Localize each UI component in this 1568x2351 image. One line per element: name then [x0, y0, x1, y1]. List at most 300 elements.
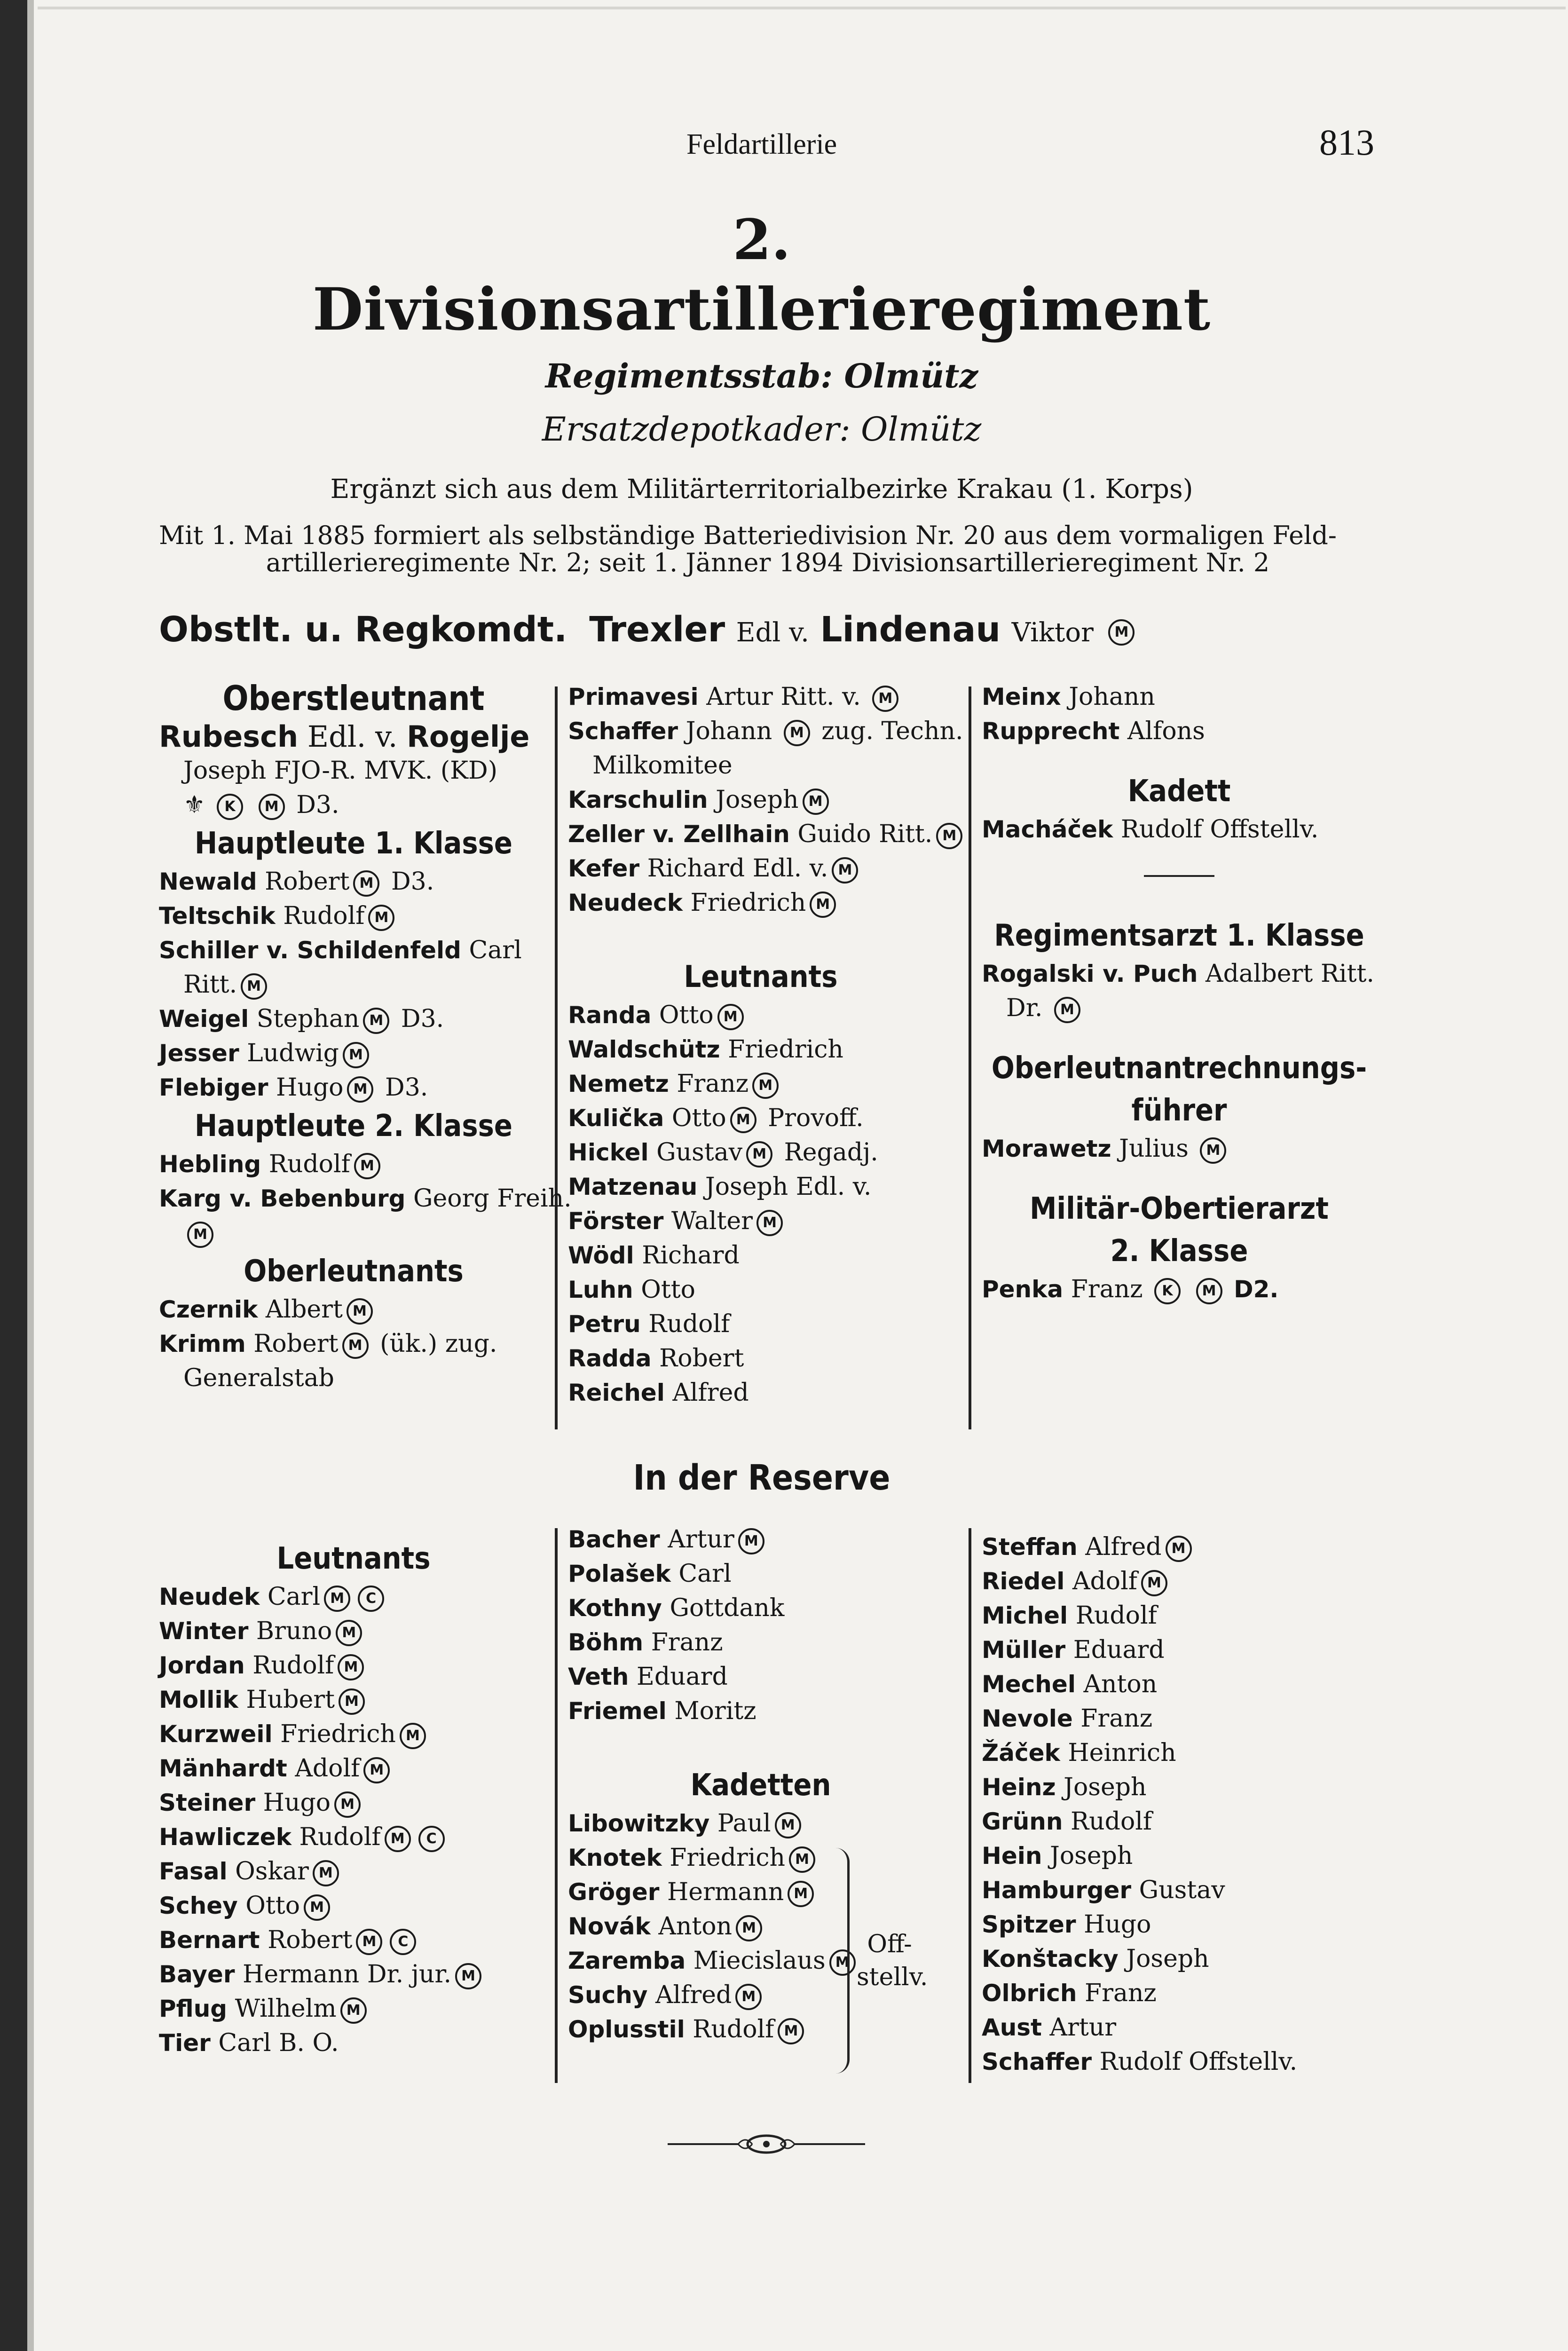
circle-letter-icon: M [334, 1791, 361, 1818]
entry-given-name: Guido Ritt. [797, 820, 933, 848]
circle-letter-icon: M [1108, 619, 1135, 646]
entry-given-name: Otto [671, 1104, 726, 1132]
list-item [568, 783, 953, 817]
entry-surname: Zeller v. Zellhain [568, 820, 790, 848]
list-item [982, 1976, 1377, 2011]
circle-letter-icon: M [1166, 1536, 1192, 1562]
section-heading: Oberstleutnant [222, 678, 485, 718]
circle-letter-icon: M [363, 1757, 390, 1783]
section-heading: Leutnants [276, 1541, 431, 1576]
list-item-cont: ⚜ K M D3. [183, 791, 339, 819]
circle-letter-icon: M [385, 1826, 411, 1852]
entry-given-name: Otto [245, 1892, 300, 1920]
list-item [982, 1736, 1377, 1770]
list-item [568, 1557, 953, 1591]
column-divider [555, 1528, 558, 2083]
entry-surname: Newald [159, 868, 257, 895]
list-item [159, 1786, 548, 1820]
commander-pre: Edl v. [736, 617, 809, 648]
commander-given: Viktor [1011, 617, 1094, 648]
column-3 [982, 680, 1377, 1307]
circle-letter-icon: M [746, 1141, 772, 1168]
circle-letter-icon: M [400, 1723, 426, 1749]
circle-letter-icon: M [717, 1004, 744, 1030]
entry-surname: Winter [159, 1617, 249, 1645]
entry-given-name: Walter [671, 1207, 753, 1235]
entry-surname: Aust [982, 2014, 1042, 2041]
column-2 [568, 680, 963, 1410]
entry-surname: Radda [568, 1345, 652, 1372]
top-edge [38, 7, 1566, 9]
section-heading: Militär-Obertierarzt [1030, 1191, 1329, 1226]
entry-given-name: Robert [268, 1926, 353, 1954]
entry-surname: Müller [982, 1636, 1066, 1664]
entry-continuation: Generalstab [183, 1364, 334, 1392]
entry-given-name: Joseph [1064, 1773, 1147, 1801]
list-item [568, 1170, 953, 1204]
entry-surname: Nevole [982, 1705, 1073, 1732]
list-item-cont: Dr. M [982, 991, 1377, 1026]
entry-given-name: Alfred [655, 1981, 732, 2009]
history-paragraph [159, 522, 1377, 576]
separator-rule [1144, 875, 1214, 877]
circle-letter-icon: M [810, 891, 836, 918]
list-item [159, 1992, 548, 2026]
list-item [568, 1033, 953, 1067]
circle-letter-icon: C [390, 1929, 416, 1955]
circle-letter-icon: M [347, 1076, 373, 1103]
entry-given-name: Artur [1049, 2013, 1117, 2042]
list-item [159, 1683, 548, 1717]
entry-surname: Bayer [159, 1961, 235, 1988]
list-item [159, 1889, 548, 1923]
circle-letter-icon: M [736, 1915, 762, 1941]
list-item [568, 1341, 953, 1376]
entry-given-name: Carl [678, 1560, 732, 1588]
entry-surname: Meinx [982, 683, 1061, 710]
entry-given-name: Gustav [656, 1138, 743, 1167]
entry-given-name: Rudolf [1071, 1807, 1152, 1836]
list-item [159, 1923, 548, 1957]
entry-surname: Kulička [568, 1104, 664, 1132]
circle-letter-icon: C [418, 1826, 445, 1852]
ersatzdepot-line: Ersatzdepotkader: Olmütz [542, 410, 982, 449]
entry-given-name: Hugo [1084, 1910, 1151, 1939]
history-line-1: Mit 1. Mai 1885 formiert als selbständige Batteriedivision Nr. 20 aus dem vormaligen Feld- [159, 521, 1337, 550]
circle-letter-icon: M [1200, 1137, 1226, 1164]
list-item: Macháček Rudolf Offstellv. [982, 815, 1319, 844]
entry-given-name: Carl B. O. [218, 2029, 339, 2057]
list-item [982, 1564, 1377, 1599]
entry-given-name: Friedrich [728, 1035, 843, 1064]
entry-surname: Randa [568, 1002, 652, 1029]
entry-surname: Schiller v. Schildenfeld [159, 937, 461, 964]
entry-surname: Hamburger [982, 1877, 1132, 1904]
list-item [982, 1530, 1377, 1564]
list-item [159, 1649, 548, 1683]
entry-surname: Friemel [568, 1697, 667, 1725]
reserve-leutnants-cont-list [568, 1523, 953, 1728]
list-item [159, 1751, 548, 1786]
list-item [568, 998, 953, 1033]
circle-letter-icon: M [339, 1688, 365, 1715]
entry-given-name: Rudolf Offstellv. [1099, 2048, 1298, 2076]
hauptleute-1-list [159, 865, 548, 1105]
entry-given-name: Franz [1085, 1979, 1157, 2007]
circle-letter-icon: M [353, 870, 379, 897]
entry-surname: Hebling [159, 1151, 261, 1178]
entry-surname: Petru [568, 1310, 641, 1338]
entry-given-name: Otto [641, 1276, 695, 1304]
entry-surname: Jordan [159, 1652, 245, 1679]
entry-suffix: Provoff. [768, 1104, 864, 1132]
entry-surname: Karschulin [568, 786, 708, 813]
entry-surname: Czernik [159, 1296, 258, 1323]
entry-surname: Konštacky [982, 1945, 1119, 1972]
list-item [568, 1376, 953, 1410]
circle-letter-icon: M [1141, 1570, 1167, 1596]
list-item [159, 1820, 548, 1854]
circle-letter-icon: K [217, 794, 243, 820]
section-heading: Hauptleute 2. Klasse [195, 1109, 512, 1144]
entry-continuation: Ritt. [183, 970, 237, 999]
list-item [568, 1807, 953, 1841]
entry-given-name: Paul [717, 1809, 771, 1838]
entry-surname: Polašek [568, 1560, 671, 1587]
list-item [982, 2045, 1377, 2079]
reserve-leutnants-list [159, 1580, 548, 2060]
list-item [568, 817, 957, 852]
circle-letter-icon: M [803, 789, 829, 815]
list-item [568, 1591, 953, 1625]
list-item [568, 1694, 953, 1728]
entry-surname: Riedel [982, 1568, 1065, 1595]
list-item [568, 1660, 953, 1694]
entry-given-name: Franz [651, 1628, 723, 1657]
entry-surname: Jesser [159, 1040, 239, 1067]
circle-letter-icon: M [354, 1153, 380, 1179]
entry-surname: Hickel [568, 1139, 649, 1166]
entry-surname: Luhn [568, 1276, 633, 1303]
circle-letter-icon: M [340, 1997, 367, 2024]
entry-suffix: D3. [391, 868, 434, 896]
list-item [568, 1204, 953, 1239]
brace [833, 1848, 850, 2074]
entry-surname: Heinz [982, 1774, 1056, 1801]
circle-letter-icon: M [187, 1222, 213, 1248]
column-1 [159, 677, 572, 1396]
list-item [982, 1667, 1377, 1702]
list-item: Rubesch Edl. v. Rogelje [159, 719, 530, 754]
entry-surname: Steiner [159, 1789, 256, 1816]
list-item [568, 1625, 953, 1660]
entry-surname: Zaremba [568, 1947, 686, 1974]
entry-given-name: Oskar [235, 1857, 309, 1886]
list-item [982, 1908, 1377, 1942]
list-item-cont [159, 1361, 548, 1396]
oberleutnants-list [159, 1293, 548, 1396]
regiment-number: 2. [733, 207, 791, 272]
entry-surname: Suchy [568, 1981, 648, 2009]
entry-given-name: Hugo [263, 1789, 331, 1817]
entry-surname: Pflug [159, 1995, 228, 2022]
list-item [568, 1875, 953, 1909]
entry-surname: Karg v. Bebenburg [159, 1185, 406, 1212]
entry-surname: Schey [159, 1892, 238, 1919]
entry-surname: Teltschik [159, 902, 276, 930]
entry-surname: Veth [568, 1663, 629, 1690]
circle-letter-icon: M [356, 1929, 382, 1955]
entry-surname: Wödl [568, 1242, 634, 1269]
list-item [982, 1805, 1377, 1839]
list-item: Penka Franz K M D2. [982, 1275, 1279, 1303]
circle-letter-icon: M [1196, 1278, 1222, 1304]
list-item [159, 1580, 548, 1614]
entry-given-name: Friedrich [280, 1720, 396, 1748]
entry-given-name: Otto [659, 1001, 714, 1029]
entry-given-name: Rudolf [252, 1651, 334, 1680]
entry-surname: Grünn [982, 1808, 1063, 1835]
entry-surname: Tier [159, 2029, 211, 2057]
entry-surname: Neudeck [568, 889, 683, 916]
entry-suffix: Regadj. [784, 1138, 878, 1167]
entry-given-name: Johann [1069, 683, 1155, 711]
circle-letter-icon: M [455, 1963, 481, 1989]
entry-given-name: Gottdank [670, 1594, 785, 1622]
list-item [568, 1067, 953, 1101]
list-item [982, 1633, 1377, 1667]
entry-given-name: Heinrich [1068, 1739, 1176, 1767]
circle-letter-icon: M [336, 1620, 362, 1646]
list-item [159, 1717, 548, 1751]
entry-given-name: Eduard [636, 1663, 728, 1691]
entry-surname: Knotek [568, 1844, 662, 1871]
entry-given-name: Adolf [1072, 1567, 1137, 1595]
entry-given-name: Franz [677, 1070, 749, 1098]
circle-letter-icon: M [752, 1073, 779, 1099]
entry-given-name: Franz [1080, 1704, 1153, 1733]
leutnants-list [568, 998, 953, 1410]
circle-letter-icon: M [735, 1984, 762, 2010]
list-item [982, 2011, 1377, 2045]
section-heading: Oberleutnants [244, 1254, 464, 1289]
list-item [568, 2012, 953, 2047]
circle-letter-icon: M [730, 1107, 756, 1133]
circle-letter-icon: M [259, 794, 285, 820]
offstellv-note: Off- stellv. [857, 1930, 928, 1991]
column-divider [555, 686, 558, 1429]
list-item [568, 1273, 953, 1307]
section-heading: Regimentsarzt 1. Klasse [994, 918, 1364, 953]
entry-given-name: Hubert [246, 1686, 335, 1714]
ornament-icon [668, 2130, 865, 2158]
circle-letter-icon: C [358, 1586, 384, 1612]
circle-letter-icon: M [778, 2018, 804, 2044]
entry-given-name: Alfred [1085, 1533, 1162, 1561]
list-item [159, 1147, 548, 1182]
entry-given-name: Joseph Edl. v. [705, 1173, 872, 1201]
entry-surname: Novák [568, 1913, 651, 1940]
entry-surname: Kurzweil [159, 1720, 273, 1748]
entry-surname: Hein [982, 1842, 1042, 1870]
column-divider [969, 686, 971, 1429]
reserve-heading: In der Reserve [633, 1458, 890, 1498]
entry-suffix: D3. [385, 1073, 428, 1102]
entry-given-name: Rudolf [299, 1823, 381, 1851]
reserve-column-1 [159, 1538, 548, 2060]
circle-letter-icon: M [789, 1846, 815, 1873]
entry-surname: Bacher [568, 1526, 660, 1553]
entry-given-name: Stephan [256, 1005, 360, 1033]
section-heading: 2. Klasse [1110, 1234, 1248, 1269]
entry-surname: Nemetz [568, 1070, 669, 1097]
commander-name2: Lindenau [820, 609, 1001, 650]
entry-given-name: Georg Freih. [413, 1184, 572, 1213]
reserve-kadetten-list [568, 1807, 953, 2047]
section-heading: Hauptleute 1. Klasse [195, 826, 512, 861]
circle-letter-icon: M [338, 1654, 364, 1680]
list-item [159, 1293, 548, 1327]
entry-given-name: Rudolf [1075, 1602, 1157, 1630]
running-head: Feldartillerie [686, 128, 837, 160]
entry-given-name: Artur [668, 1525, 734, 1554]
entry-given-name: Rudolf [648, 1310, 730, 1338]
entry-surname: Kothny [568, 1594, 662, 1622]
entry-surname: Reichel [568, 1379, 665, 1406]
circle-letter-icon: M [313, 1860, 339, 1886]
list-item [159, 933, 548, 968]
entry-given-name: Alfons [1127, 717, 1205, 745]
circle-letter-icon: M [756, 1210, 783, 1236]
list-item-cont: Milkomitee [592, 751, 733, 780]
list-item: Primavesi Artur Ritt. v. M [568, 680, 953, 714]
list-item [982, 1839, 1377, 1873]
list-item [568, 1841, 953, 1875]
section-heading: Kadetten [690, 1768, 831, 1803]
circle-letter-icon: M [872, 686, 898, 712]
entry-surname: Waldschütz [568, 1036, 720, 1063]
list-item [159, 1854, 548, 1889]
entry-given-name: Hermann [667, 1878, 784, 1906]
entry-given-name: Friedrich [670, 1844, 786, 1872]
entry-given-name: Anton [1083, 1670, 1158, 1698]
circle-letter-icon: M [304, 1894, 330, 1921]
list-item [159, 1002, 548, 1036]
entry-given-name: Rudolf [693, 2015, 774, 2043]
entry-surname: Spitzer [982, 1911, 1076, 1938]
list-item: Morawetz Julius M [982, 1132, 1377, 1166]
circle-letter-icon: M [775, 1812, 801, 1838]
list-item [159, 1957, 548, 1992]
entry-surname: Michel [982, 1602, 1068, 1629]
entry-given-name: Rudolf [283, 902, 365, 930]
entry-given-name: Joseph [716, 786, 799, 814]
order-icon: ⚜ [183, 791, 205, 819]
entry-given-name: Carl [267, 1583, 321, 1611]
list-item [159, 1182, 572, 1216]
page-edge-shadow [0, 0, 27, 2351]
list-item [982, 1702, 1377, 1736]
entry-surname: Steffan [982, 1533, 1078, 1561]
page-edge-highlight [27, 0, 34, 2351]
section-heading: Kadett [1127, 774, 1231, 809]
circle-letter-icon: M [363, 1008, 389, 1034]
entry-surname: Oplusstil [568, 2016, 685, 2043]
oberleutnants-cont-list [568, 783, 957, 920]
section-heading: Leutnants [684, 960, 838, 994]
entry-suffix: (ük.) zug. [380, 1330, 497, 1358]
commander-rank: Obstlt. u. Regkomdt. [159, 609, 567, 650]
entry-given-name: Richard Edl. v. [647, 854, 828, 883]
list-item-cont [159, 968, 548, 1002]
circle-letter-icon: M [738, 1528, 764, 1554]
entry-given-name: Robert [659, 1344, 744, 1373]
list-item [568, 1136, 953, 1170]
list-item [568, 886, 953, 920]
circle-letter-icon: M [347, 1298, 373, 1325]
hauptleute-2-list [159, 1147, 572, 1250]
circle-letter-icon: M [784, 720, 810, 746]
circle-letter-icon: M [788, 1881, 814, 1907]
leutnants-cont-list [982, 680, 1377, 749]
circle-letter-icon: M [342, 1333, 369, 1359]
ergaenzung-line: Ergänzt sich aus dem Militärterritorialbezirke Krakau (1. Korps) [330, 474, 1193, 505]
entry-surname: Bernart [159, 1926, 260, 1954]
entry-given-name: Gustav [1139, 1876, 1225, 1904]
list-item [568, 1101, 953, 1136]
entry-surname: Olbrich [982, 1980, 1077, 2007]
entry-surname: Libowitzky [568, 1810, 710, 1837]
list-item [982, 680, 1377, 714]
entry-surname: Schaffer [982, 2048, 1092, 2075]
entry-surname: Matzenau [568, 1173, 698, 1200]
list-item [159, 1614, 548, 1649]
entry-surname: Mänhardt [159, 1755, 287, 1782]
entry-given-name: Bruno [256, 1617, 332, 1645]
entry-given-name: Alfred [672, 1379, 749, 1407]
list-item [159, 899, 548, 933]
entry-given-name: Robert [253, 1330, 339, 1358]
list-item: Rogalski v. Puch Adalbert Ritt. [982, 960, 1374, 988]
entry-given-name: Ludwig [247, 1039, 339, 1067]
list-item [982, 1599, 1377, 1633]
list-item-cont: Joseph FJO-R. MVK. (KD) [183, 757, 497, 785]
entry-given-name: Hugo [276, 1073, 344, 1102]
page-number: 813 [1319, 122, 1374, 163]
history-line-2: artillerieregimente Nr. 2; seit 1. Jänner 1894 Divisionsartillerieregiment Nr. 2 [266, 548, 1270, 577]
entry-surname: Mechel [982, 1671, 1076, 1698]
entry-surname: Weigel [159, 1005, 249, 1033]
entry-given-name: Albert [265, 1295, 343, 1324]
list-item [982, 1942, 1377, 1976]
entry-surname: Gröger [568, 1878, 660, 1906]
list-item [568, 1523, 953, 1557]
section-heading: führer [1131, 1093, 1227, 1128]
entry-given-name: Richard [642, 1241, 740, 1270]
entry-given-name: Wilhelm [235, 1995, 337, 2023]
entry-surname: Förster [568, 1207, 664, 1235]
entry-given-name: Adolf [295, 1754, 360, 1783]
entry-surname: Neudek [159, 1583, 260, 1610]
circle-letter-icon: M [829, 1949, 856, 1976]
list-item [159, 865, 548, 899]
section-heading: Oberleutnantrechnungs- [991, 1051, 1367, 1086]
column-divider [969, 1528, 971, 2083]
entry-surname: Flebiger [159, 1074, 268, 1101]
entry-surname: Hawliczek [159, 1823, 292, 1851]
list-item [982, 1770, 1377, 1805]
entry-surname: Mollik [159, 1686, 238, 1713]
